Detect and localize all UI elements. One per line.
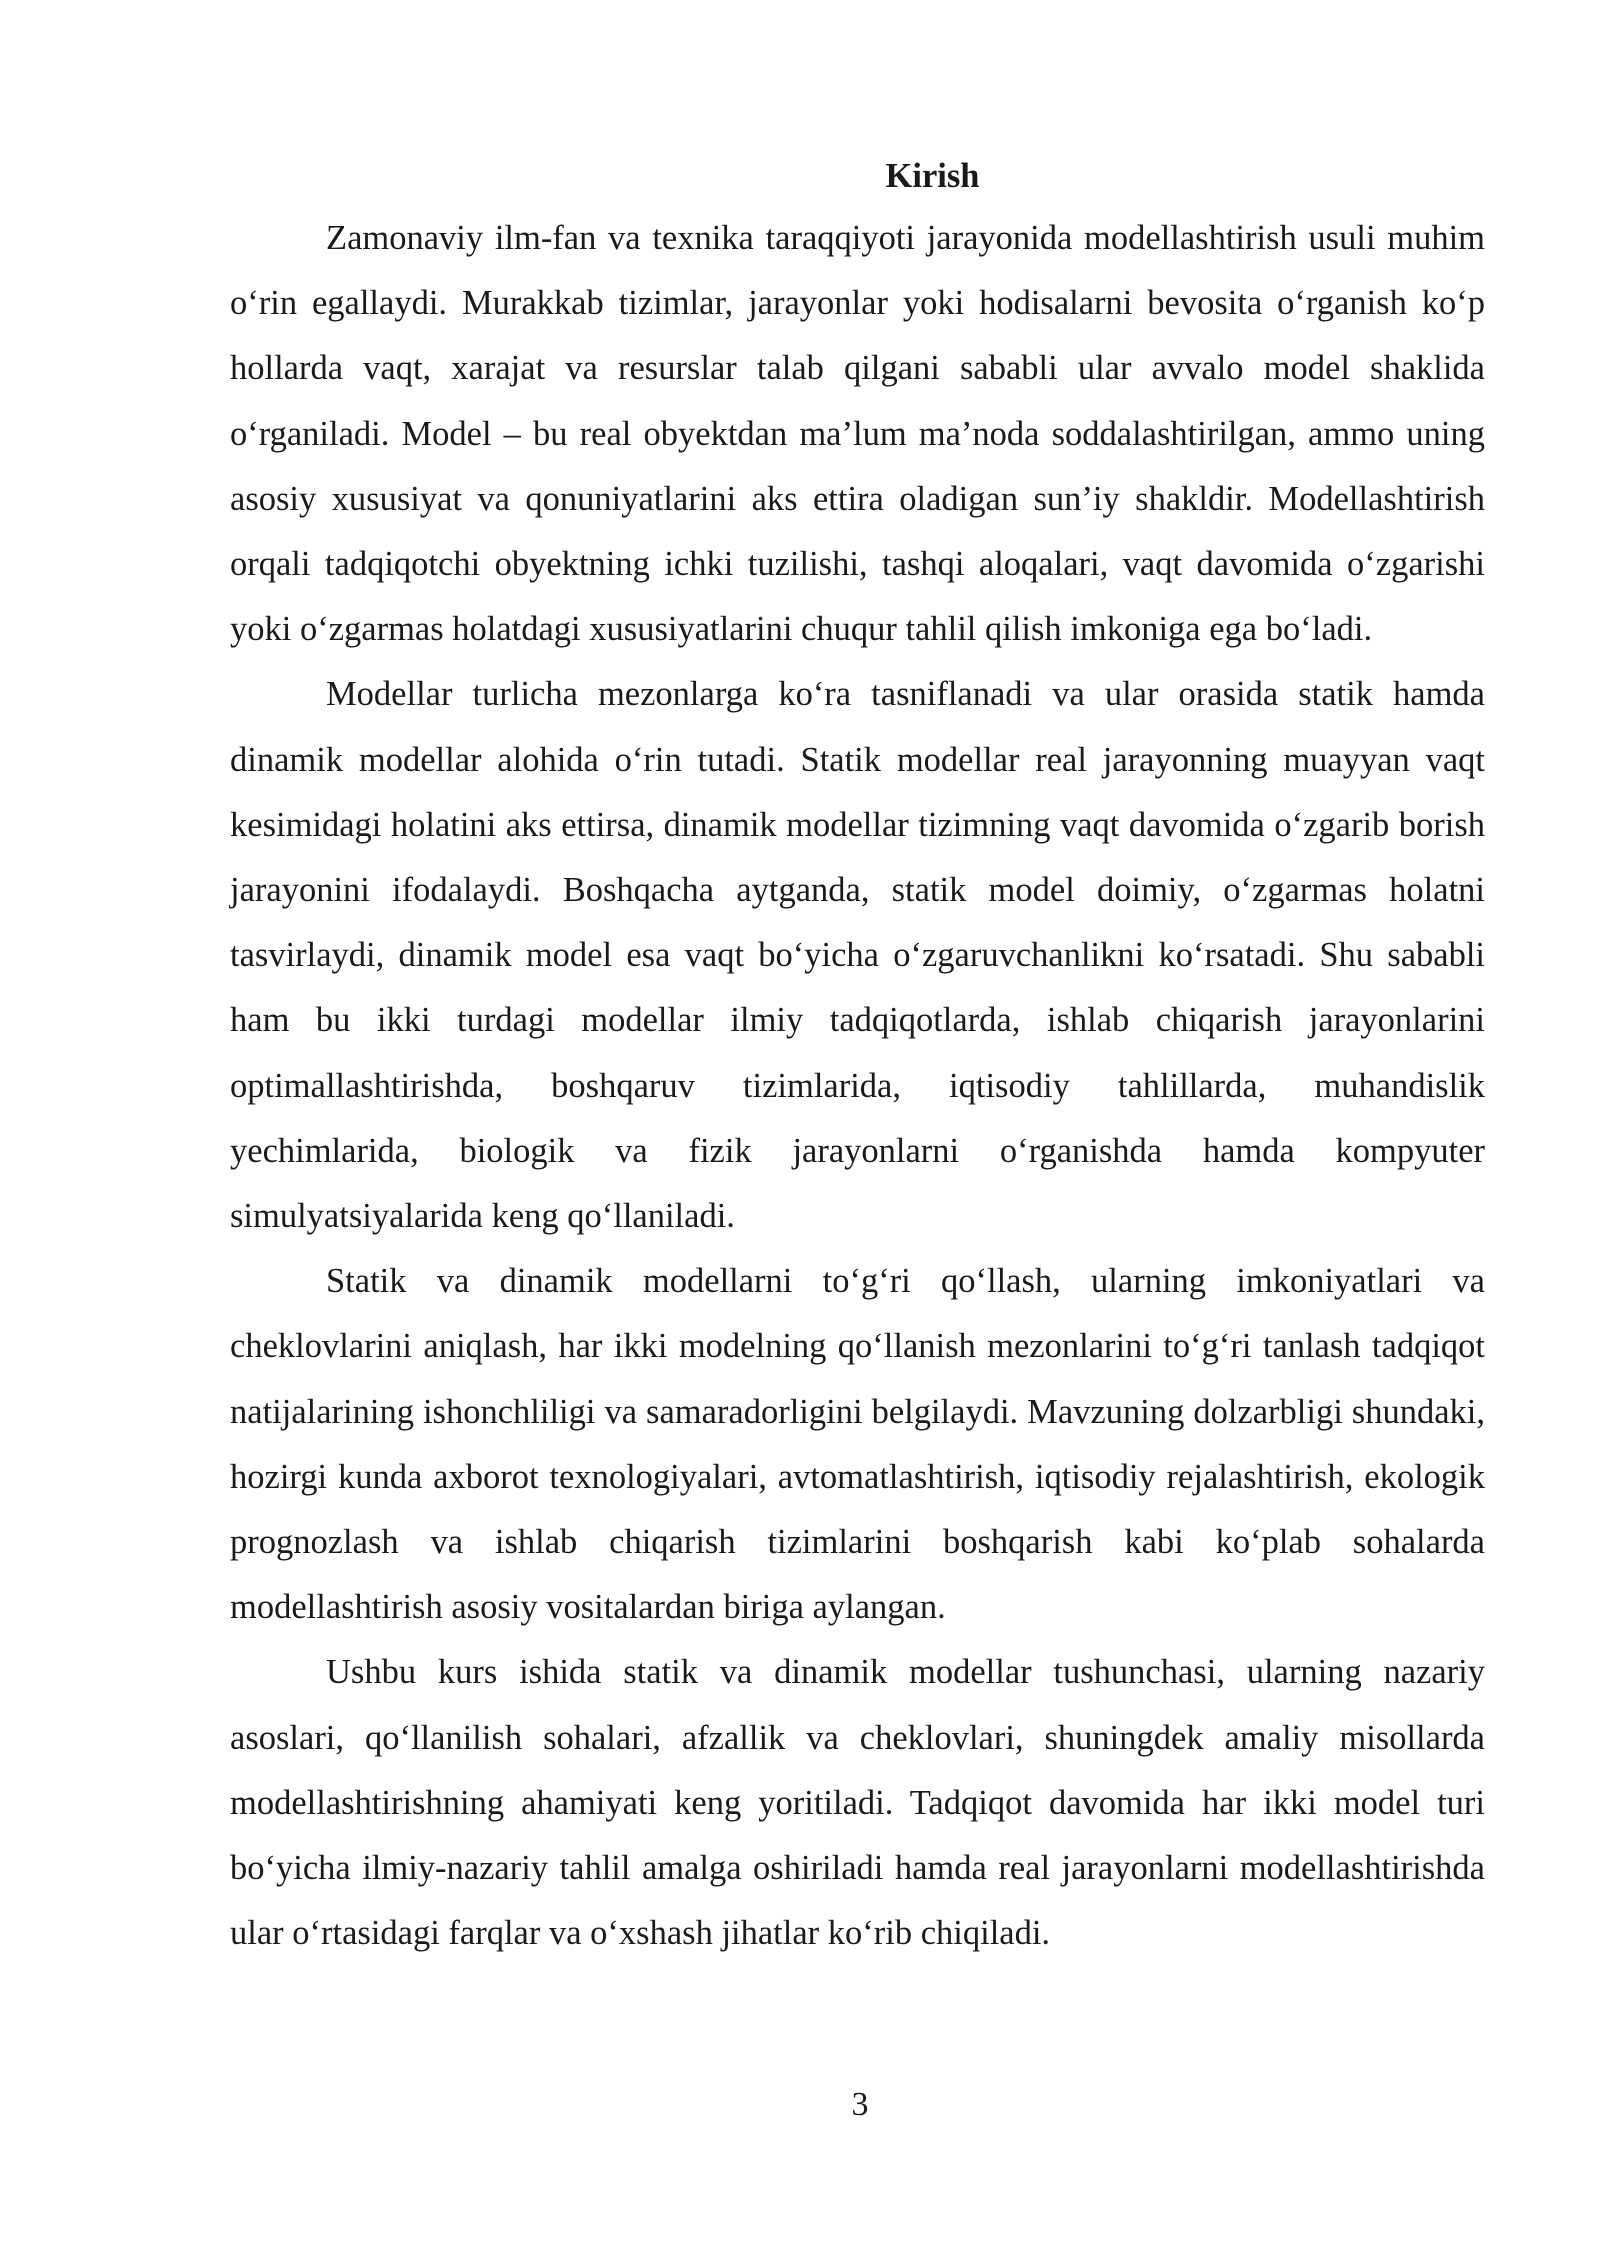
paragraph-2: Modellar turlicha mezonlarga ko‘ra tasniflanadi va ular orasida statik hamda dinamik modellar alohida o‘rin tutadi. Statik modellar real jarayonning muayyan vaqt kesimidagi holatini aks ettirsa, dinamik modellar tizimning vaqt davomida o‘zgarib borish jarayonini ifodalaydi. Boshqacha aytganda, statik model doimiy, o‘zgarmas holatni tasvirlaydi, dinamik model esa vaqt bo‘yicha o‘zgaruvchanlikni ko‘rsatadi. Shu sababli ham bu ikki turdagi modellar ilmiy tadqiqotlarda, ishlab chiqarish jarayonlarini optimallashtirishda, boshqaruv tizimlarida, iqtisodiy tahlillarda, muhandislik yechimlarida, biologik va fizik jarayonlarni o‘rganishda hamda kompyuter simulyatsiyalarida keng qo‘llaniladi. <box>230 675 1485 1236</box>
page-content <box>230 146 1485 1966</box>
paragraph-1: Zamonaviy ilm-fan va texnika taraqqiyoti jarayonida modellashtirish usuli muhim o‘rin egallaydi. Murakkab tizimlar, jarayonlar yoki hodisalarni bevosita o‘rganish ko‘p hollarda vaqt, xarajat va resurslar talab qilgani sababli ular avvalo model shaklida o‘rganiladi. Model – bu real obyektdan ma’lum ma’noda soddalashtirilgan, ammo uning asosiy xususiyat va qonuniyatlarini aks ettira oladigan sun’iy shakldir. Modellashtirish orqali tadqiqotchi obyektning ichki tuzilishi, tashqi aloqalari, vaqt davomida o‘zgarishi yoki o‘zgarmas holatdagi xususiyatlarini chuqur tahlil qilish imkoniga ega bo‘ladi. <box>230 219 1485 649</box>
section-heading: Kirish <box>885 157 980 195</box>
paragraph-4: Ushbu kurs ishida statik va dinamik modellar tushunchasi, ularning nazariy asoslari, qo‘llanilish sohalari, afzallik va cheklovlari, shuningdek amaliy misollarda modellashtirishning ahamiyati keng yoritiladi. Tadqiqot davomida har ikki model turi bo‘yicha ilmiy-nazariy tahlil amalga oshiriladi hamda real jarayonlarni modellashtirishda ular o‘rtasidagi farqlar va o‘xshash jihatlar ko‘rib chiqiladi. <box>230 1653 1485 1953</box>
paragraph-3: Statik va dinamik modellarni to‘g‘ri qo‘llash, ularning imkoniyatlari va cheklovlarini aniqlash, har ikki modelning qo‘llanish mezonlarini to‘g‘ri tanlash tadqiqot natijalarining ishonchliligi va samaradorligini belgilaydi. Mavzuning dolzarbligi shundaki, hozirgi kunda axborot texnologiyalari, avtomatlashtirish, iqtisodiy rejalashtirish, ekologik prognozlash va ishlab chiqarish tizimlarini boshqarish kabi ko‘plab sohalarda modellashtirish asosiy vositalardan biriga aylangan. <box>230 1262 1485 1627</box>
page-number: 3 <box>851 2086 869 2123</box>
